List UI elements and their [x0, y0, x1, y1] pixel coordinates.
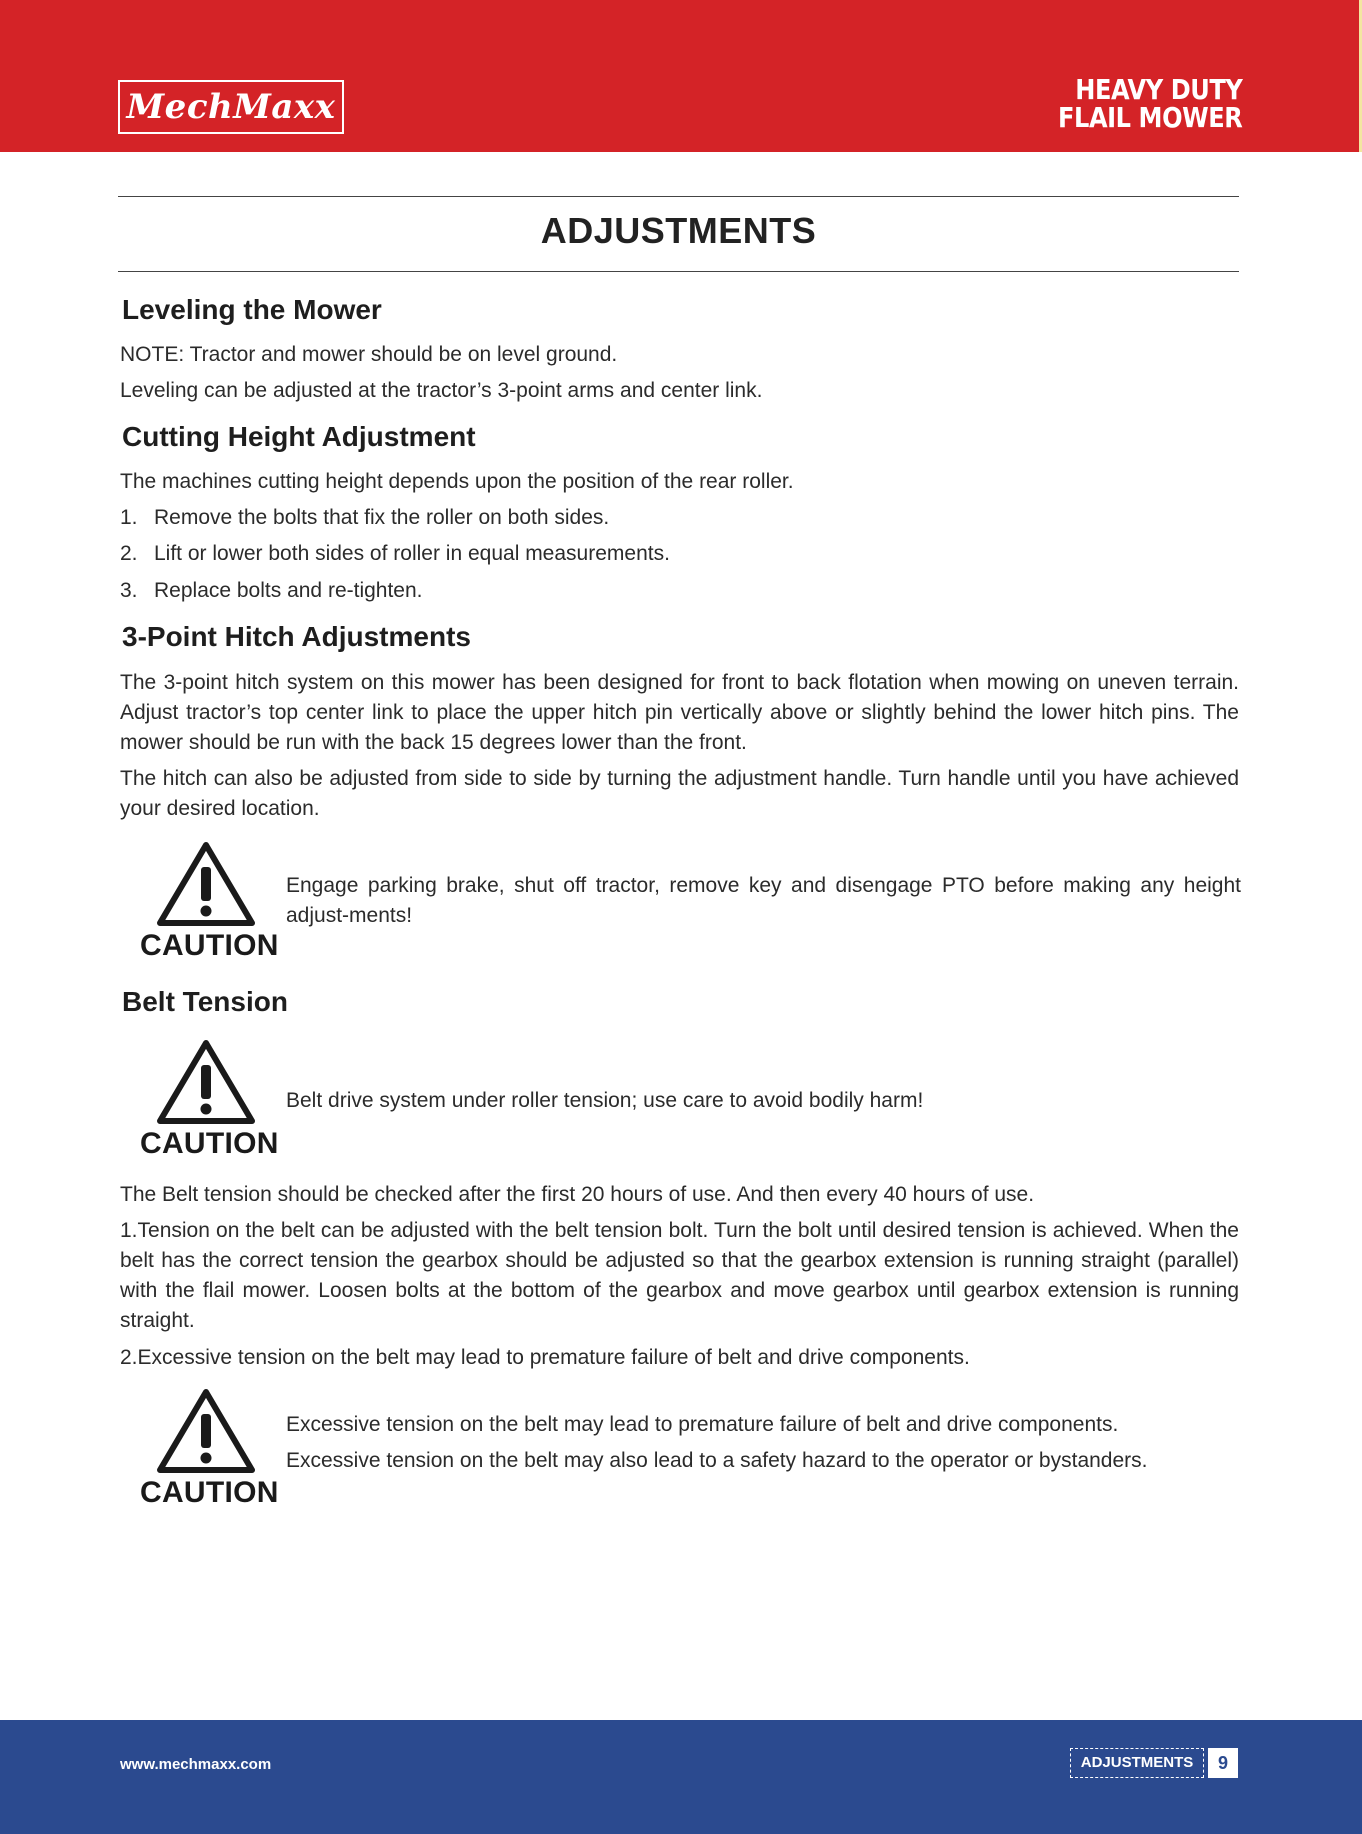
list-item-text: Replace bolts and re-tighten.: [154, 579, 423, 602]
caution-text-height: Engage parking brake, shut off tractor, remove key and disengage PTO before making any height adjust-ments!: [286, 874, 1241, 927]
list-item: [120, 576, 1239, 606]
product-title-line2: FLAIL MOWER: [1057, 101, 1242, 134]
list-item-text: Remove the bolts that fix the roller on both sides.: [154, 506, 610, 529]
caution-block: [140, 1039, 279, 1167]
caution-block: [140, 841, 279, 969]
header-banner: [0, 0, 1362, 152]
product-title: [1028, 73, 1242, 134]
warning-triangle-icon: [156, 1388, 256, 1474]
belt-paragraph-1: The Belt tension should be checked after the first 20 hours of use. And then every 40 hours of use.: [120, 1183, 1035, 1206]
list-item-text: Lift or lower both sides of roller in equal measurements.: [154, 542, 670, 565]
list-item-number: 1.: [120, 506, 138, 529]
brand-logo: MechMaxx: [118, 80, 344, 134]
belt-paragraph-3: 2.Excessive tension on the belt may lead to premature failure of belt and drive components.: [120, 1346, 970, 1369]
leveling-note: NOTE: Tractor and mower should be on level ground.: [120, 343, 618, 366]
product-title-line1: HEAVY DUTY: [1074, 73, 1242, 106]
page-title: ADJUSTMENTS: [540, 210, 817, 251]
heading-cutting-height: Cutting Height Adjustment: [122, 421, 476, 452]
leveling-text: Leveling can be adjusted at the tractor’s 3-point arms and center link.: [120, 379, 763, 402]
footer-section-label: ADJUSTMENTS: [1070, 1748, 1204, 1778]
list-item: [120, 539, 1239, 569]
caution-text-excess-1: Excessive tension on the belt may lead to premature failure of belt and drive components.: [286, 1413, 1119, 1436]
caution-text-belt: Belt drive system under roller tension; use care to avoid bodily harm!: [286, 1089, 924, 1112]
caution-label: CAUTION: [140, 1127, 279, 1160]
warning-triangle-icon: [156, 841, 256, 927]
heading-leveling: Leveling the Mower: [122, 294, 382, 325]
hitch-paragraph-2: The hitch can also be adjusted from side to side by turning the adjustment handle. Turn handle until you have achieved your desired location.: [120, 767, 1239, 820]
heading-hitch: 3-Point Hitch Adjustments: [122, 621, 471, 652]
list-item: [120, 503, 1239, 533]
caution-label: CAUTION: [140, 929, 279, 962]
list-item-number: 3.: [120, 579, 138, 602]
list-item-number: 2.: [120, 542, 138, 565]
title-rule-top: [118, 196, 1239, 197]
caution-label: CAUTION: [140, 1476, 279, 1509]
heading-belt-tension: Belt Tension: [122, 986, 288, 1017]
hitch-paragraph-1: The 3-point hitch system on this mower has been designed for front to back flotation when mowing on uneven terrain. Adjust tractor’s top center link to place the upper hitch pin vertically above or slightly behind the lower hitch pins. The mower should be run with the back 15 degrees lower than the front.: [120, 671, 1239, 754]
warning-triangle-icon: [156, 1039, 256, 1125]
cutting-intro: The machines cutting height depends upon the position of the rear roller.: [120, 470, 794, 493]
page-number: 9: [1208, 1748, 1238, 1778]
title-rule-bottom: [118, 271, 1239, 272]
footer-website-link[interactable]: www.mechmaxx.com: [120, 1756, 272, 1773]
caution-block: [140, 1388, 279, 1516]
belt-paragraph-2: 1.Tension on the belt can be adjusted with the belt tension bolt. Turn the bolt until desired tension is achieved. When the belt has the correct tension the gearbox should be adjusted so that the gearbox extension is running straight (parallel) with the flail mower. Loosen bolts at the bottom of the gearbox and move gearbox until gearbox extension is running straight.: [120, 1219, 1239, 1332]
footer-bar: [0, 1720, 1362, 1834]
caution-text-excess-2: Excessive tension on the belt may also lead to a safety hazard to the operator or bystanders.: [286, 1449, 1148, 1472]
